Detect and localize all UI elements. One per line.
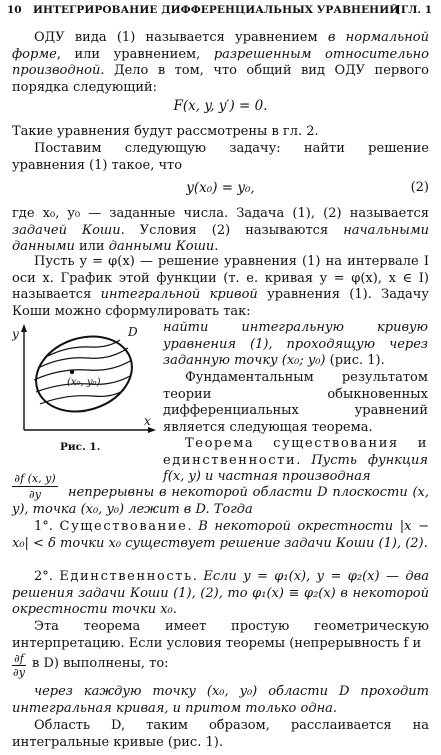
equation-number-2: (2) <box>410 180 429 195</box>
column-fundamental-result: Фундаментальным результатом теории обыкновенных дифференциальных уравнений является следующая теорема. <box>163 370 428 435</box>
page-number: 10 <box>7 4 22 16</box>
theorem-condition: непрерывны в некоторой области D плоскости (x, y), точка (x₀, y₀) лежит в D. Тогда <box>12 485 429 517</box>
running-header <box>7 4 432 20</box>
label-initial-point: (x₀, y₀) <box>67 377 101 388</box>
term-integral-curve: интегральной кривой <box>100 287 258 303</box>
column-cauchy-formulation: найти интегральную кривую уравнения (1), проходящую через заданную точку (x₀; y₀) (рис. 1). <box>163 320 428 369</box>
label-y-axis: y <box>12 327 19 341</box>
region-d <box>26 325 141 424</box>
term-solved-derivative: разрешенным относительно производной <box>12 46 429 79</box>
paragraph-problem: Поставим следующую задачу: найти решение уравнения (1) такое, что <box>12 141 429 173</box>
formula-general-ode: F(x, y, y′) = 0. <box>173 98 268 114</box>
label-region-d: D <box>128 325 138 339</box>
term-existence: Существование <box>59 519 188 534</box>
theorem-uniqueness: 2°. Единственность. Если y = φ₁(x), y = φ₂(x) — два решения задачи Коши (1), (2), то φ₁(x) ≡ φ₂(x) в некоторой окрестности точки x₀. <box>12 569 429 618</box>
partial-derivative: $\frac{\partial f (x, y)}{\partial y}$ <box>12 472 58 501</box>
term-cauchy-data: данными Коши <box>108 239 215 255</box>
term-initial-data: начальными данными <box>12 222 429 255</box>
figure-integral-curves <box>12 322 157 434</box>
column-theorem-start: Теорема существования и единственности. Пусть функция f(x, y) и частная производная <box>163 436 428 485</box>
label-x-axis: x <box>144 414 151 428</box>
theorem-existence: 1°. Существование. В некоторой окрестности |x − x₀| < δ точки x₀ существует решение задачи Коши (1), (2). <box>12 519 429 551</box>
y-axis-arrow <box>21 324 27 332</box>
header-title: ИНТЕГРИРОВАНИЕ ДИФФЕРЕНЦИАЛЬНЫХ УРАВНЕНИЙ <box>33 4 400 16</box>
paragraph-foliation: Область D, таким образом, расслаивается на интегральные кривые (рис. 1). <box>12 718 429 750</box>
paragraph-geometric-statement: через каждую точку (x₀, y₀) области D проходит интегральная кривая, и притом только одна. <box>12 684 429 716</box>
partial-derivative-short: ∂f ∂y <box>13 652 25 679</box>
theorem-title: Теорема существования и единственности <box>163 436 428 468</box>
initial-point <box>70 370 74 374</box>
formula-initial-condition: y(x₀) = y₀, <box>186 180 255 196</box>
paragraph-normal-form: ОДУ вида (1) называется уравнением в нормальной форме, или уравнением, разрешенным относительно производной. Дело в том, что общий вид ОДУ первого порядка следующий: <box>12 30 429 95</box>
paragraph-interpretation: Эта теорема имеет простую геометрическую интерпретацию. Если условия теоремы (непрерывность f и <box>12 619 429 651</box>
term-uniqueness: Единственность <box>59 569 193 584</box>
figure-caption: Рис. 1. <box>60 441 101 453</box>
paragraph-cauchy: где x₀, y₀ — заданные числа. Задача (1), (2) называется задачей Коши. Условия (2) называются начальными данными или данными Коши. <box>12 206 429 255</box>
integral-curve <box>40 390 124 404</box>
header-chapter: [ГЛ. 1 <box>395 4 432 16</box>
paragraph-interpretation-tail: в D) выполнены, то: <box>32 656 169 671</box>
term-cauchy-problem: задачей Коши <box>12 222 121 238</box>
paragraph-chapter-ref: Такие уравнения будут рассмотрены в гл. 2. <box>12 124 319 139</box>
integral-curve <box>48 340 120 356</box>
term-normal-form: в нормальной форме <box>12 30 429 62</box>
paragraph-integral-curve: Пусть y = φ(x) — решение уравнения (1) на интервале I оси x. График этой функции (т. е. кривая y = φ(x), x ∈ I) называется интегральной кривой уравнения (1). Задачу Коши можно сформулировать так: <box>12 254 429 319</box>
